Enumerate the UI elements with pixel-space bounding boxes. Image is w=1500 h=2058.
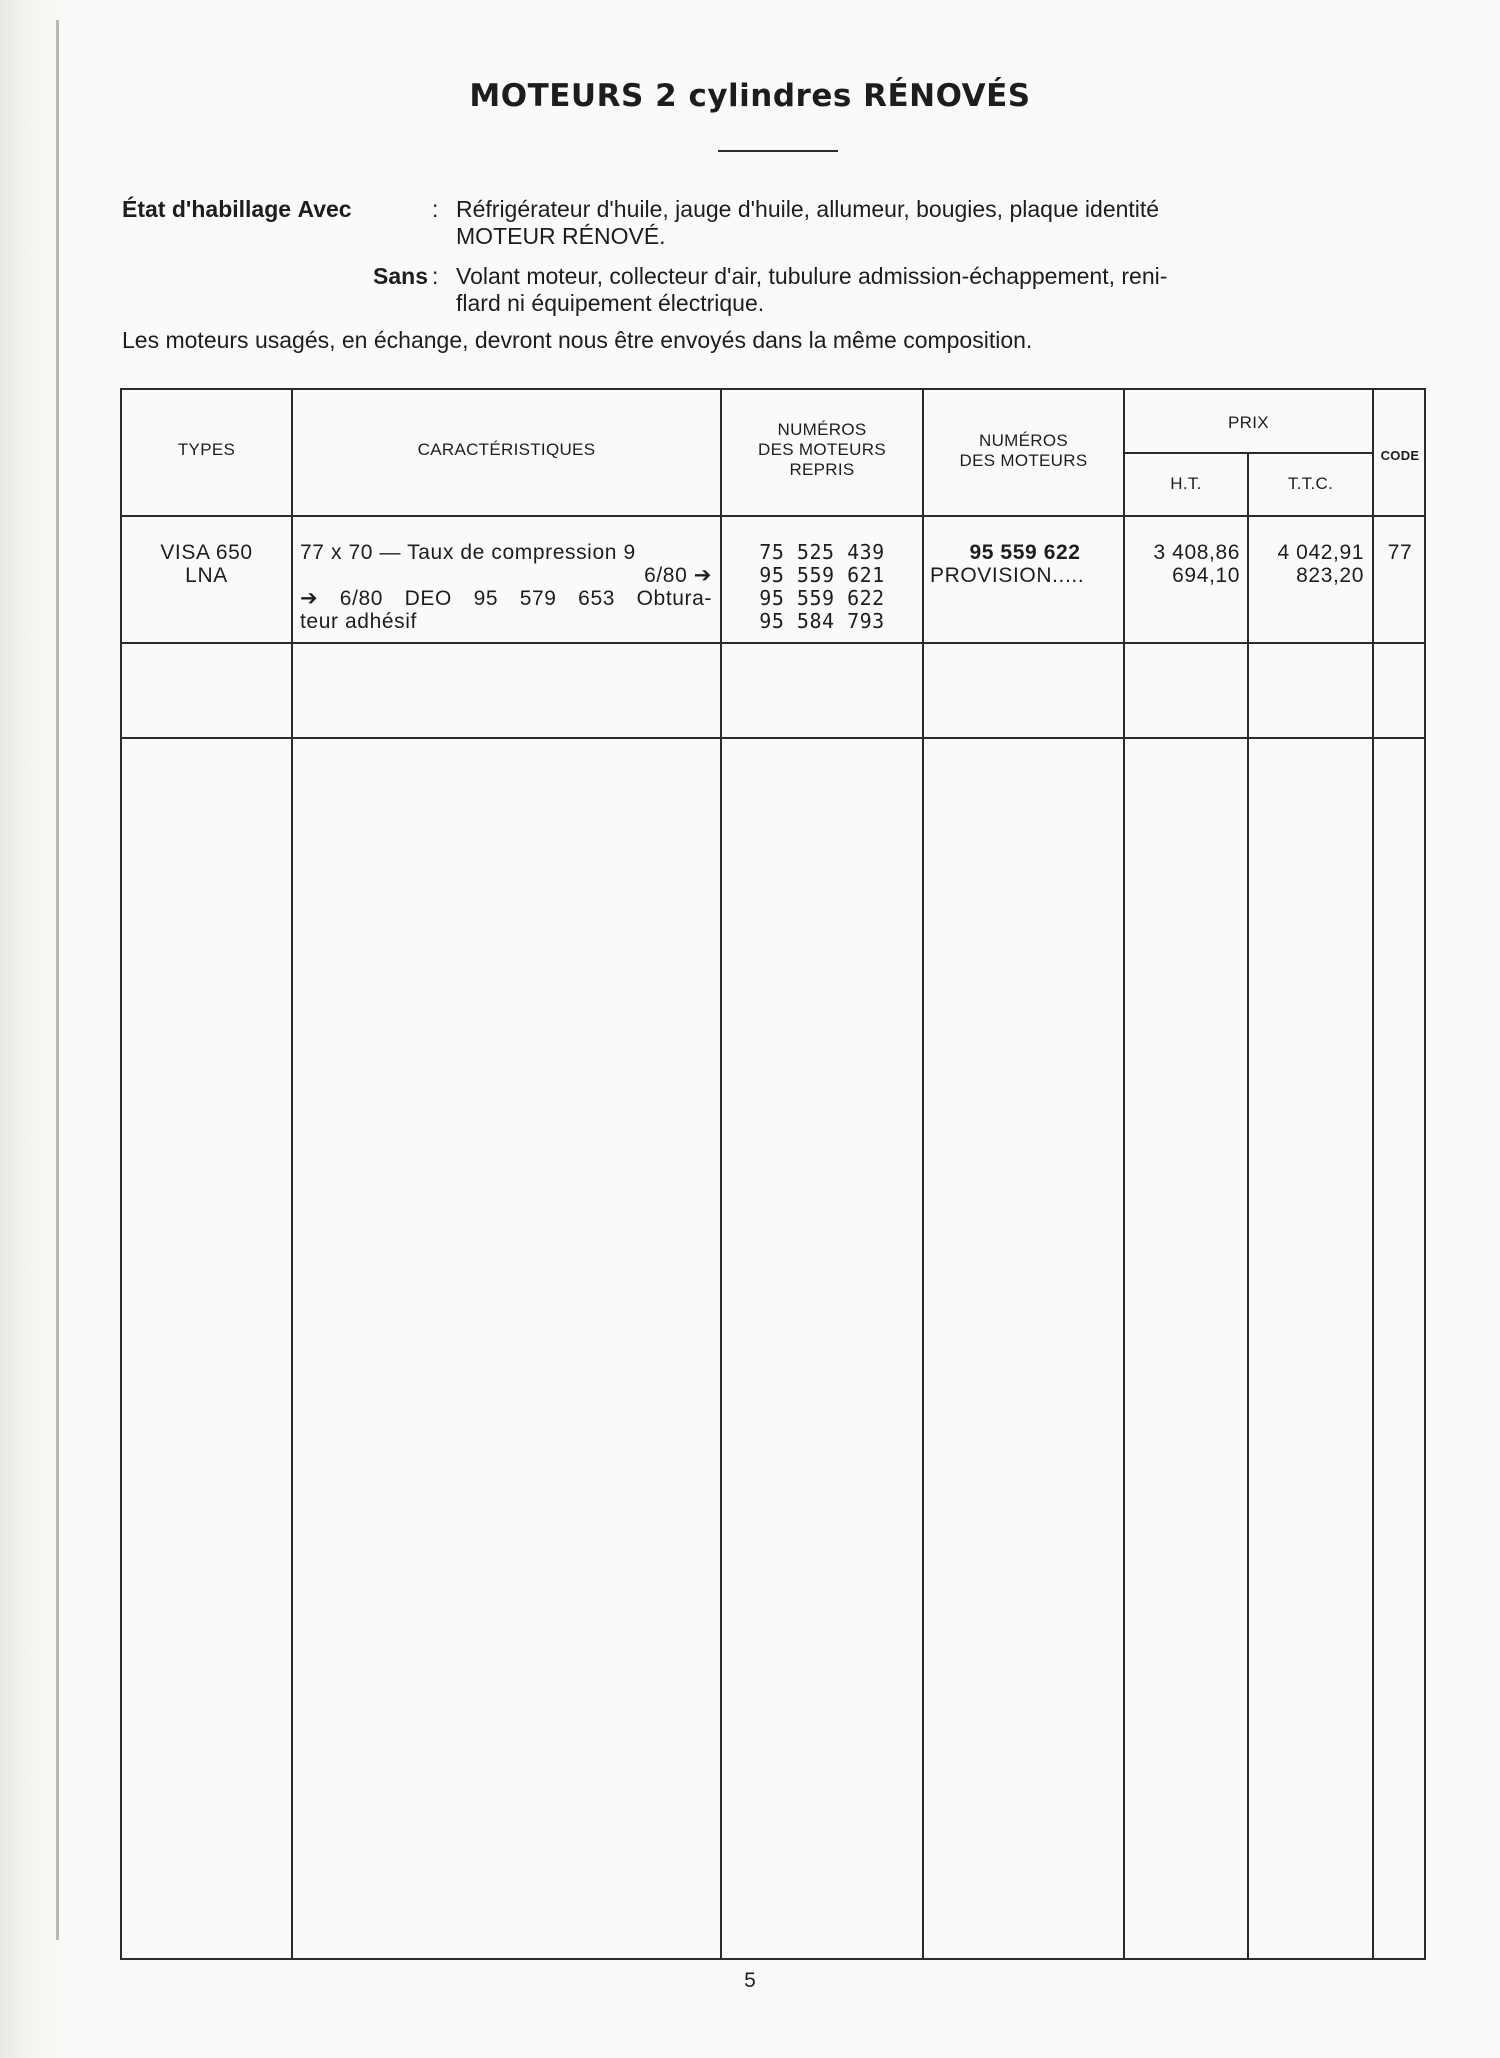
header-repris-line2: DES MOTEURS bbox=[758, 440, 886, 459]
header-repris bbox=[722, 420, 922, 480]
header-moteurs-line2: DES MOTEURS bbox=[959, 451, 1088, 470]
avec-text-line2: MOTEUR RÉNOVÉ. bbox=[456, 223, 666, 249]
cell-moteur-provision: PROVISION..... bbox=[930, 564, 1085, 587]
cell-ht bbox=[1125, 541, 1240, 587]
col-divider-1 bbox=[291, 388, 293, 1960]
cell-caracteristiques bbox=[300, 541, 712, 633]
cell-type-line1: VISA 650 bbox=[160, 541, 253, 564]
avec-text-line1: Réfrigérateur d'huile, jauge d'huile, allumeur, bougies, plaque identité bbox=[456, 196, 1160, 222]
col-divider-3 bbox=[922, 388, 924, 1960]
page-title: MOTEURS 2 cylindres RÉNOVÉS bbox=[469, 78, 1031, 114]
col-divider-4 bbox=[1123, 388, 1125, 1960]
cell-code: 77 bbox=[1387, 541, 1413, 564]
cell-carac-line3: ➔ 6/80 DEO 95 579 653 Obtura- bbox=[300, 587, 712, 610]
cell-ttc bbox=[1249, 541, 1364, 587]
cell-moteur-number: 95 559 622 bbox=[969, 541, 1081, 564]
header-code: CODE bbox=[1380, 448, 1420, 463]
cell-carac-line4: teur adhésif bbox=[300, 610, 417, 633]
sans-text-line2: flard ni équipement électrique. bbox=[456, 290, 765, 316]
sans-label: Sans bbox=[373, 263, 428, 289]
header-moteurs-line1: NUMÉROS bbox=[979, 431, 1068, 450]
avec-colon: : bbox=[432, 196, 439, 222]
sans-colon: : bbox=[432, 263, 439, 289]
intro-heading bbox=[122, 196, 428, 223]
cell-repris bbox=[722, 541, 922, 633]
header-repris-line1: NUMÉROS bbox=[777, 420, 867, 439]
header-ttc: T.T.C. bbox=[1287, 474, 1334, 493]
cell-repris-line3: 95 559 622 bbox=[759, 586, 885, 610]
header-moteurs bbox=[924, 431, 1123, 471]
row-rule-2 bbox=[120, 737, 1426, 739]
cell-ttc-line1: 4 042,91 bbox=[1277, 541, 1364, 564]
page-number: 5 bbox=[744, 1969, 756, 1992]
cell-ht-line2: 694,10 bbox=[1172, 564, 1240, 587]
cell-type-line2: LNA bbox=[185, 564, 228, 587]
header-caracteristiques: CARACTÉRISTIQUES bbox=[417, 440, 596, 459]
cell-carac-line2: 6/80 ➔ bbox=[644, 564, 712, 587]
header-ht: H.T. bbox=[1170, 474, 1202, 493]
avec-label: Avec bbox=[297, 196, 352, 222]
header-repris-line3: REPRIS bbox=[789, 460, 855, 479]
cell-repris-line1: 75 525 439 bbox=[759, 540, 885, 564]
cell-repris-line4: 95 584 793 bbox=[759, 609, 885, 633]
cell-carac-line1: 77 x 70 — Taux de compression 9 bbox=[300, 541, 636, 564]
cell-ht-line1: 3 408,86 bbox=[1153, 541, 1240, 564]
sans-label-wrap bbox=[122, 263, 428, 290]
prix-subheader-rule bbox=[1123, 452, 1372, 454]
title-divider bbox=[718, 150, 838, 152]
cell-moteurs bbox=[930, 541, 1120, 587]
row-rule-1 bbox=[120, 642, 1426, 644]
cell-repris-line2: 95 559 621 bbox=[759, 563, 885, 587]
header-types: TYPES bbox=[177, 440, 236, 459]
intro-heading-label: État d'habillage bbox=[122, 196, 292, 222]
binding-edge bbox=[56, 20, 59, 1940]
header-bottom-rule bbox=[120, 515, 1426, 517]
col-divider-6 bbox=[1372, 388, 1374, 1960]
cell-ttc-line2: 823,20 bbox=[1296, 564, 1364, 587]
binding-shadow bbox=[0, 0, 62, 2058]
header-prix: PRIX bbox=[1228, 413, 1269, 432]
cell-type bbox=[122, 541, 291, 587]
intro-note: Les moteurs usagés, en échange, devront nous être envoyés dans la même composition. bbox=[122, 327, 1033, 353]
col-divider-5 bbox=[1247, 454, 1249, 1960]
sans-text-line1: Volant moteur, collecteur d'air, tubulure admission-échappement, reni- bbox=[456, 263, 1168, 289]
